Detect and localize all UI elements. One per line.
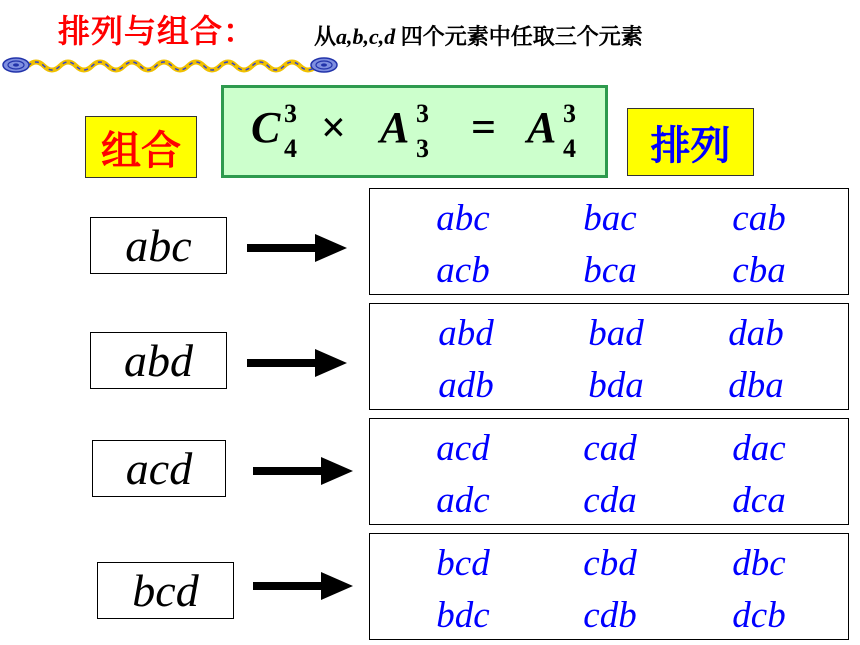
- permutation-item: abc: [436, 198, 490, 239]
- permutation-group: [369, 533, 849, 640]
- formula-term2-letter: A: [380, 103, 410, 152]
- permutation-item: acb: [436, 250, 490, 291]
- slide-title: 排列与组合：: [58, 12, 257, 50]
- permutation-item: bda: [588, 365, 644, 406]
- formula-equals-sign: =: [471, 103, 497, 152]
- permutation-item: cab: [732, 198, 786, 239]
- permutation-item: dbc: [732, 543, 786, 584]
- subtitle-prefix: 从: [314, 24, 337, 49]
- combination-label: 组合: [85, 116, 197, 178]
- permutation-item: bac: [583, 198, 637, 239]
- permutation-item: bdc: [436, 595, 490, 636]
- permutation-item: dab: [728, 313, 784, 354]
- right-arrow-icon: [247, 234, 347, 262]
- formula-term1-superscript: 3: [284, 99, 297, 128]
- permutation-group: [369, 188, 849, 295]
- formula-term3-letter: A: [527, 103, 557, 152]
- slide-subtitle: [314, 20, 643, 51]
- permutation-item: cdb: [583, 595, 637, 636]
- permutation-item: dac: [732, 428, 786, 469]
- permutation-label: 排列: [627, 108, 754, 176]
- permutation-item: bcd: [436, 543, 490, 584]
- spiral-left-icon: [3, 58, 29, 72]
- formula-term1-subscript: 4: [284, 134, 297, 163]
- permutation-item: cbd: [583, 543, 637, 584]
- right-arrow-icon: [247, 349, 347, 377]
- formula-times-sign: ×: [321, 103, 347, 152]
- permutation-item: adc: [436, 480, 490, 521]
- formula-term2-superscript: 3: [416, 99, 429, 128]
- permutation-item: cda: [583, 480, 637, 521]
- formula-term3-subscript: 4: [563, 134, 576, 163]
- combination-box: acd: [92, 440, 226, 497]
- formula-term2-subscript: 3: [416, 134, 429, 163]
- permutation-item: dcb: [732, 595, 786, 636]
- combination-box: abd: [90, 332, 227, 389]
- permutation-item: cad: [583, 428, 637, 469]
- right-arrow-icon: [253, 457, 353, 485]
- permutation-item: cba: [732, 250, 786, 291]
- subtitle-suffix: 四个元素中任取三个元素: [395, 24, 643, 49]
- permutation-item: bad: [588, 313, 644, 354]
- permutation-item: acd: [436, 428, 490, 469]
- formula-box: [221, 85, 608, 178]
- permutation-group: [369, 418, 849, 525]
- right-arrow-icon: [253, 572, 353, 600]
- permutation-item: dba: [728, 365, 784, 406]
- formula-term1-letter: C: [251, 103, 281, 152]
- subtitle-variables: a,b,c,d: [336, 24, 396, 49]
- permutation-item: bca: [583, 250, 637, 291]
- permutation-group: [369, 303, 849, 410]
- permutation-item: dca: [732, 480, 786, 521]
- formula-term3-superscript: 3: [563, 99, 576, 128]
- decorative-squiggle-line: [0, 52, 340, 76]
- combination-box: bcd: [97, 562, 234, 619]
- permutation-item: adb: [438, 365, 494, 406]
- permutation-item: abd: [438, 313, 494, 354]
- spiral-right-icon: [311, 58, 337, 72]
- combination-box: abc: [90, 217, 227, 274]
